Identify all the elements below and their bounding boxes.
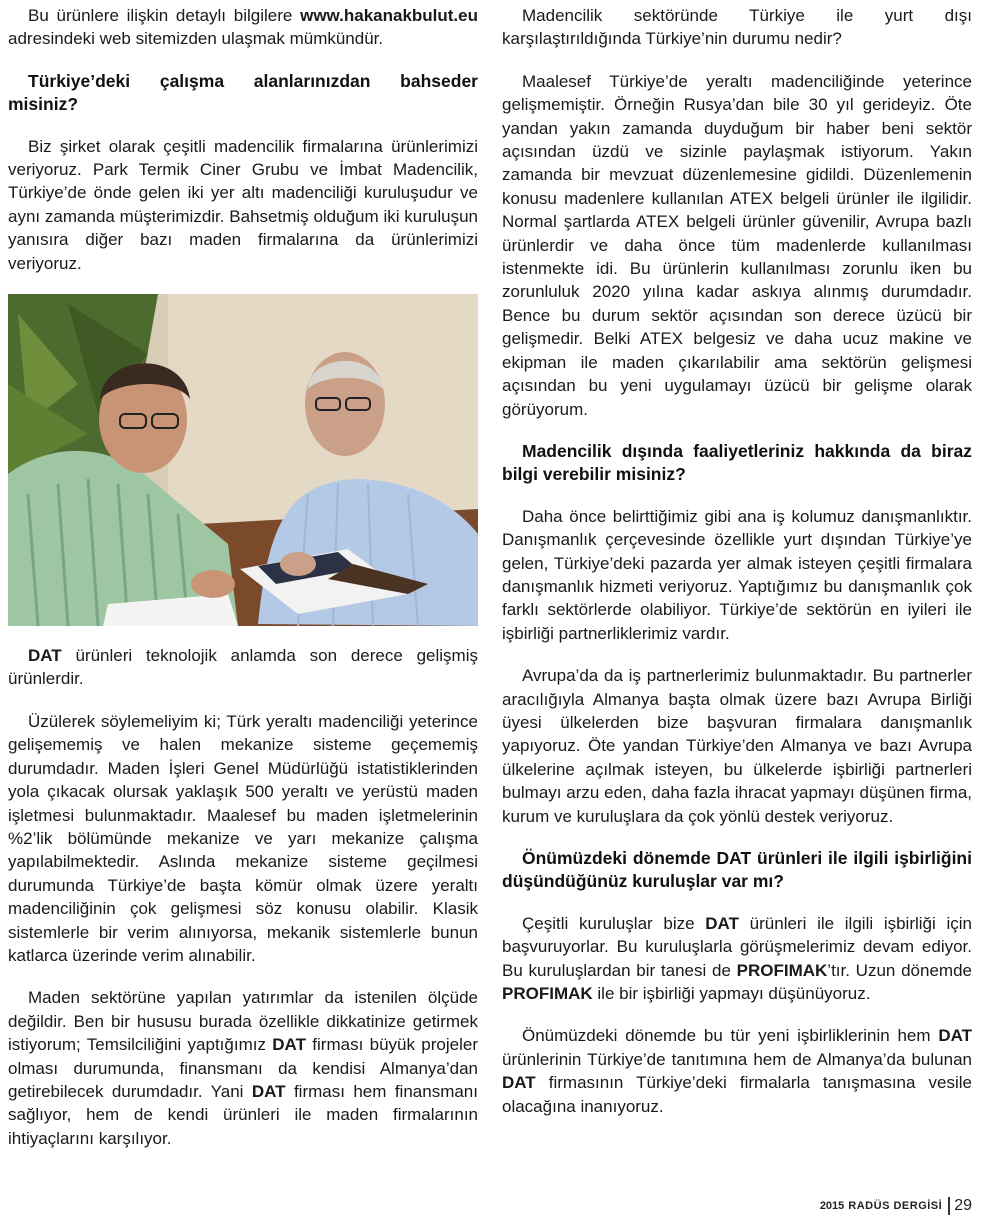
answer-paragraph: Üzülerek söylemeliyim ki; Türk yeraltı madenciliği yeterince gelişememiş ve halen mekanize sisteme geçememiş durumdadır. Maden İşleri Genel Müdürlüğü istatistiklerinden yola çıkacak olursak yaklaşık 500 yeraltı ve yerüstü maden işletmesi bulunmaktadır. Maalesef bu maden işletmelerinin %2’lik bölümünde mekanize ve yarı mekanize çalışma yapılabilmektedir. Aslında mekanize sisteme geçilmesi durumunda Türkiye’de başta kömür olmak üzere yeraltı madenciliğinin çok gelişmesi söz konusu olabilir. Klasik sistemlerle bir verim alınıyorsa, mekanik sistemlerle bunun katlarca üzerinde verim alınabilir.	[8, 711, 478, 965]
brand-name: DAT	[272, 1035, 306, 1055]
brand-name: DAT	[705, 913, 739, 933]
website-link[interactable]: www.hakanakbulut.eu	[300, 6, 478, 25]
paragraph-text: ile bir işbirliği yapmayı düşünüyoruz.	[592, 984, 871, 1004]
paragraph-text: ürünleri teknolojik anlamda son derece gelişmiş ürünlerdir.	[8, 646, 478, 689]
question-paragraph: Madencilik sektöründe Türkiye ile yurt dışı karşılaştırıldığında Türkiye’nin durumu nedir?	[502, 6, 972, 49]
footer-magazine-name: RADÜS DERGİSİ	[848, 1200, 943, 1212]
footer-divider	[948, 1197, 950, 1215]
interview-photo	[8, 294, 478, 626]
paragraph-text: Maden sektörüne yapılan yatırımlar da istenilen ölçüde değildir. Ben bir hususu burada özellikle dikkatinize getirmek istiyorum; Temsilciliğini yaptığımız	[8, 988, 478, 1055]
brand-name: PROFIMAK	[502, 984, 593, 1004]
paragraph-text: Bu ürünlere ilişkin detaylı bilgilere	[28, 6, 301, 25]
paragraph-text: firması hem finansmanı sağlıyor, hem de kendi ürünleri ile maden firmalarının ihtiyaçlarını karşılıyor.	[8, 1081, 478, 1148]
paragraph-text: Çeşitli kuruluşlar bize	[522, 913, 706, 933]
page-number: 29	[954, 1197, 972, 1214]
brand-name: DAT	[28, 646, 62, 666]
answer-paragraph: Maalesef Türkiye’de yeraltı madenciliğinde yeterince gelişmemiştir. Örneğin Rusya’dan bile 30 yıl gerideyiz. Öte yandan yakın zamanda duyduğum bir haber beni sektör açısından üzdü ve sizinle paylaşmak istiyorum. Yakın zamanda bir mevzuat düzenlemesine gidildi. Düzenlemenin konusu madenlere kullanılan ATEX belgeli ürünler ile ilgilidir. Normal şartlarda ATEX belgeli ürünler güvenilir, Avrupa bazlı ürünlerdir ve daha önce tüm madenlerde kullanılması istenmekte idi. Bu ürünlerin kullanılması zorunlu iken bu zorunluluk 2020 yılına kadar askıya alınmış durumdadır. Bence bu durum sektör açısından son derece üzücü bir gelişmedir. Belki ATEX belgesiz ve daha ucuz makine ve ekipman ile maden çıkarılabilir ama sektörün gelişmesi açısından bu yeni uygulamayı üzücü bir gelişme olarak görüyorum.	[502, 71, 972, 419]
question-heading: Önümüzdeki dönemde DAT ürünleri ile ilgili işbirliğini düşündüğünüz kuruluşlar var mı?	[502, 848, 972, 892]
paragraph-text: adresindeki web sitemizden ulaşmak mümkündür.	[8, 29, 384, 49]
paragraph-text: ’tır. Uzun dönemde	[827, 960, 972, 980]
question-heading: Türkiye’deki çalışma alanlarınızdan bahseder misiniz?	[8, 70, 478, 115]
paragraph-text: ürünleri ile ilgili işbirliği için başvuruyorlar. Bu kuruluşlarla görüşmelerimiz devam ediyor. Bu kuruluşlardan bir tanesi de	[502, 913, 972, 980]
paragraph-text: firmasının Türkiye’deki firmalarla tanışmasına vesile olacağına inanıyoruz.	[502, 1073, 972, 1116]
page-footer	[820, 1195, 972, 1217]
answer-paragraph	[502, 912, 972, 1006]
answer-paragraph: Daha önce belirttiğimiz gibi ana iş kolumuz danışmanlıktır. Danışmanlık çerçevesinde özellikle yurt dışından Türkiye’ye gelen, Türkiye’deki pazarda yer almak isteyen çeşitli firmalara danışmanlık hizmeti veriyoruz. Yaptığımız bu danışmanlık çok farklı sektörlerde olabiliyor. Türkiye’de sektörün en iyileri ile işbirliği partnerliklerimiz vardır.	[502, 506, 972, 643]
answer-paragraph	[8, 644, 478, 691]
brand-name: DAT	[938, 1026, 972, 1046]
left-column	[8, 4, 478, 1169]
paragraph-text: firması büyük projeler olması durumunda, finansmanı da kendisi Almanya’dan getirebilecek durumdadır. Yani	[8, 1035, 478, 1101]
paragraph-text: Önümüzdeki dönemde bu tür yeni işbirliklerinin hem	[522, 1026, 939, 1046]
answer-paragraph: Avrupa’da da iş partnerlerimiz bulunmaktadır. Bu partnerler aracılığıyla Almanya başta olmak üzere bazı Avrupa Birliği üyesi ülkelerden bize başvuran firmalara danışmanlık yapıyoruz. Öte yandan Türkiye’den Almanya ve bazı Avrupa ülkelerine açılmak isteyen, bu ülkelerde işbirliği partnerleri bulmayı arzu eden, daha fazla ihracat yapmayı düşünen firma, kurum ve kuruluşlara da çok yönlü destek veriyoruz.	[502, 666, 972, 826]
answer-paragraph	[502, 1024, 972, 1118]
right-column	[502, 4, 972, 1137]
answer-paragraph	[8, 986, 478, 1150]
question-heading: Madencilik dışında faaliyetleriniz hakkında da biraz bilgi verebilir misiniz?	[502, 440, 972, 485]
brand-name: DAT	[251, 1081, 286, 1101]
answer-paragraph: Biz şirket olarak çeşitli madencilik firmalarına ürünlerimizi veriyoruz. Park Termik Ciner Grubu ve İmbat Madencilik, Türkiye’de önde gelen iki yer altı madenciliği kuruluşudur ve aynı zamanda müşterimizdir. Bahsetmiş olduğum iki kuruluşun yanısıra diğer bazı maden firmalarına da ürünlerimizi veriyoruz.	[8, 136, 478, 273]
brand-name: DAT	[502, 1073, 536, 1093]
brand-name: PROFIMAK	[736, 960, 828, 980]
intro-paragraph	[8, 4, 478, 51]
paragraph-text: ürünlerinin Türkiye’de tanıtımına hem de Almanya’da bulunan	[502, 1049, 972, 1069]
footer-year: 2015	[819, 1200, 845, 1212]
